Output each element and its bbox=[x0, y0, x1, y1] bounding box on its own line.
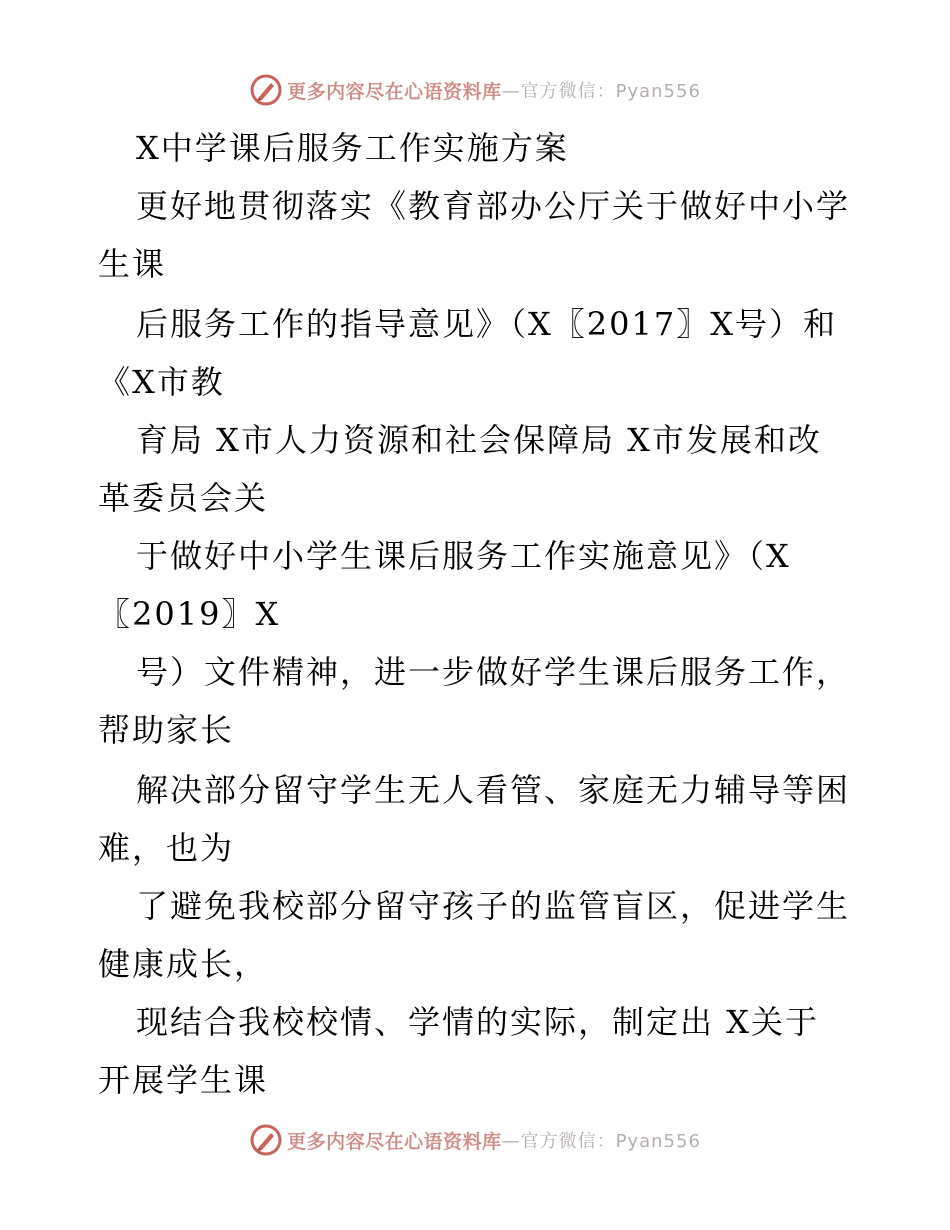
paragraph-line: 健康成长， bbox=[98, 945, 269, 983]
paragraph-line: 《X市教 bbox=[98, 363, 225, 401]
watermark-sub-text: —官方微信：Pyan556 bbox=[501, 81, 701, 102]
paragraph-line: 革委员会关 bbox=[98, 479, 269, 517]
paragraph-line: 号）文件精神，进一步做好学生课后服务工作， bbox=[136, 653, 851, 691]
paragraph-line: 育局 X市人力资源和社会保障局 X市发展和改 bbox=[136, 421, 822, 459]
paragraph-line: 生课 bbox=[98, 245, 167, 283]
document-title: X中学课后服务工作实施方案 bbox=[136, 129, 569, 167]
watermark-main-text: 更多内容尽在心语资料库 bbox=[287, 1130, 502, 1153]
header-watermark bbox=[0, 70, 950, 110]
paragraph-line: 开展学生课 bbox=[98, 1061, 269, 1099]
paragraph-line: 现结合我校校情、学情的实际，制定出 X关于 bbox=[136, 1003, 819, 1041]
pen-logo-icon bbox=[249, 73, 283, 107]
watermark-main-text: 更多内容尽在心语资料库 bbox=[287, 80, 502, 103]
paragraph-line: 〖2019〗X bbox=[98, 595, 281, 633]
paragraph-line: 了避免我校部分留守孩子的监管盲区，促进学生 bbox=[136, 887, 851, 925]
paragraph-line: 后服务工作的指导意见》（X〖2017〗X号）和 bbox=[136, 305, 838, 343]
paragraph-line: 于做好中小学生课后服务工作实施意见》（X bbox=[136, 537, 791, 575]
watermark-sub-text: —官方微信：Pyan556 bbox=[501, 1131, 701, 1152]
footer-watermark bbox=[0, 1120, 950, 1160]
paragraph-line: 更好地贯彻落实《教育部办公厅关于做好中小学 bbox=[136, 187, 851, 225]
paragraph-line: 解决部分留守学生无人看管、家庭无力辅导等困 bbox=[136, 771, 851, 809]
pen-logo-icon bbox=[249, 1123, 283, 1157]
paragraph-line: 帮助家长 bbox=[98, 711, 235, 749]
paragraph-line: 难，也为 bbox=[98, 829, 235, 867]
